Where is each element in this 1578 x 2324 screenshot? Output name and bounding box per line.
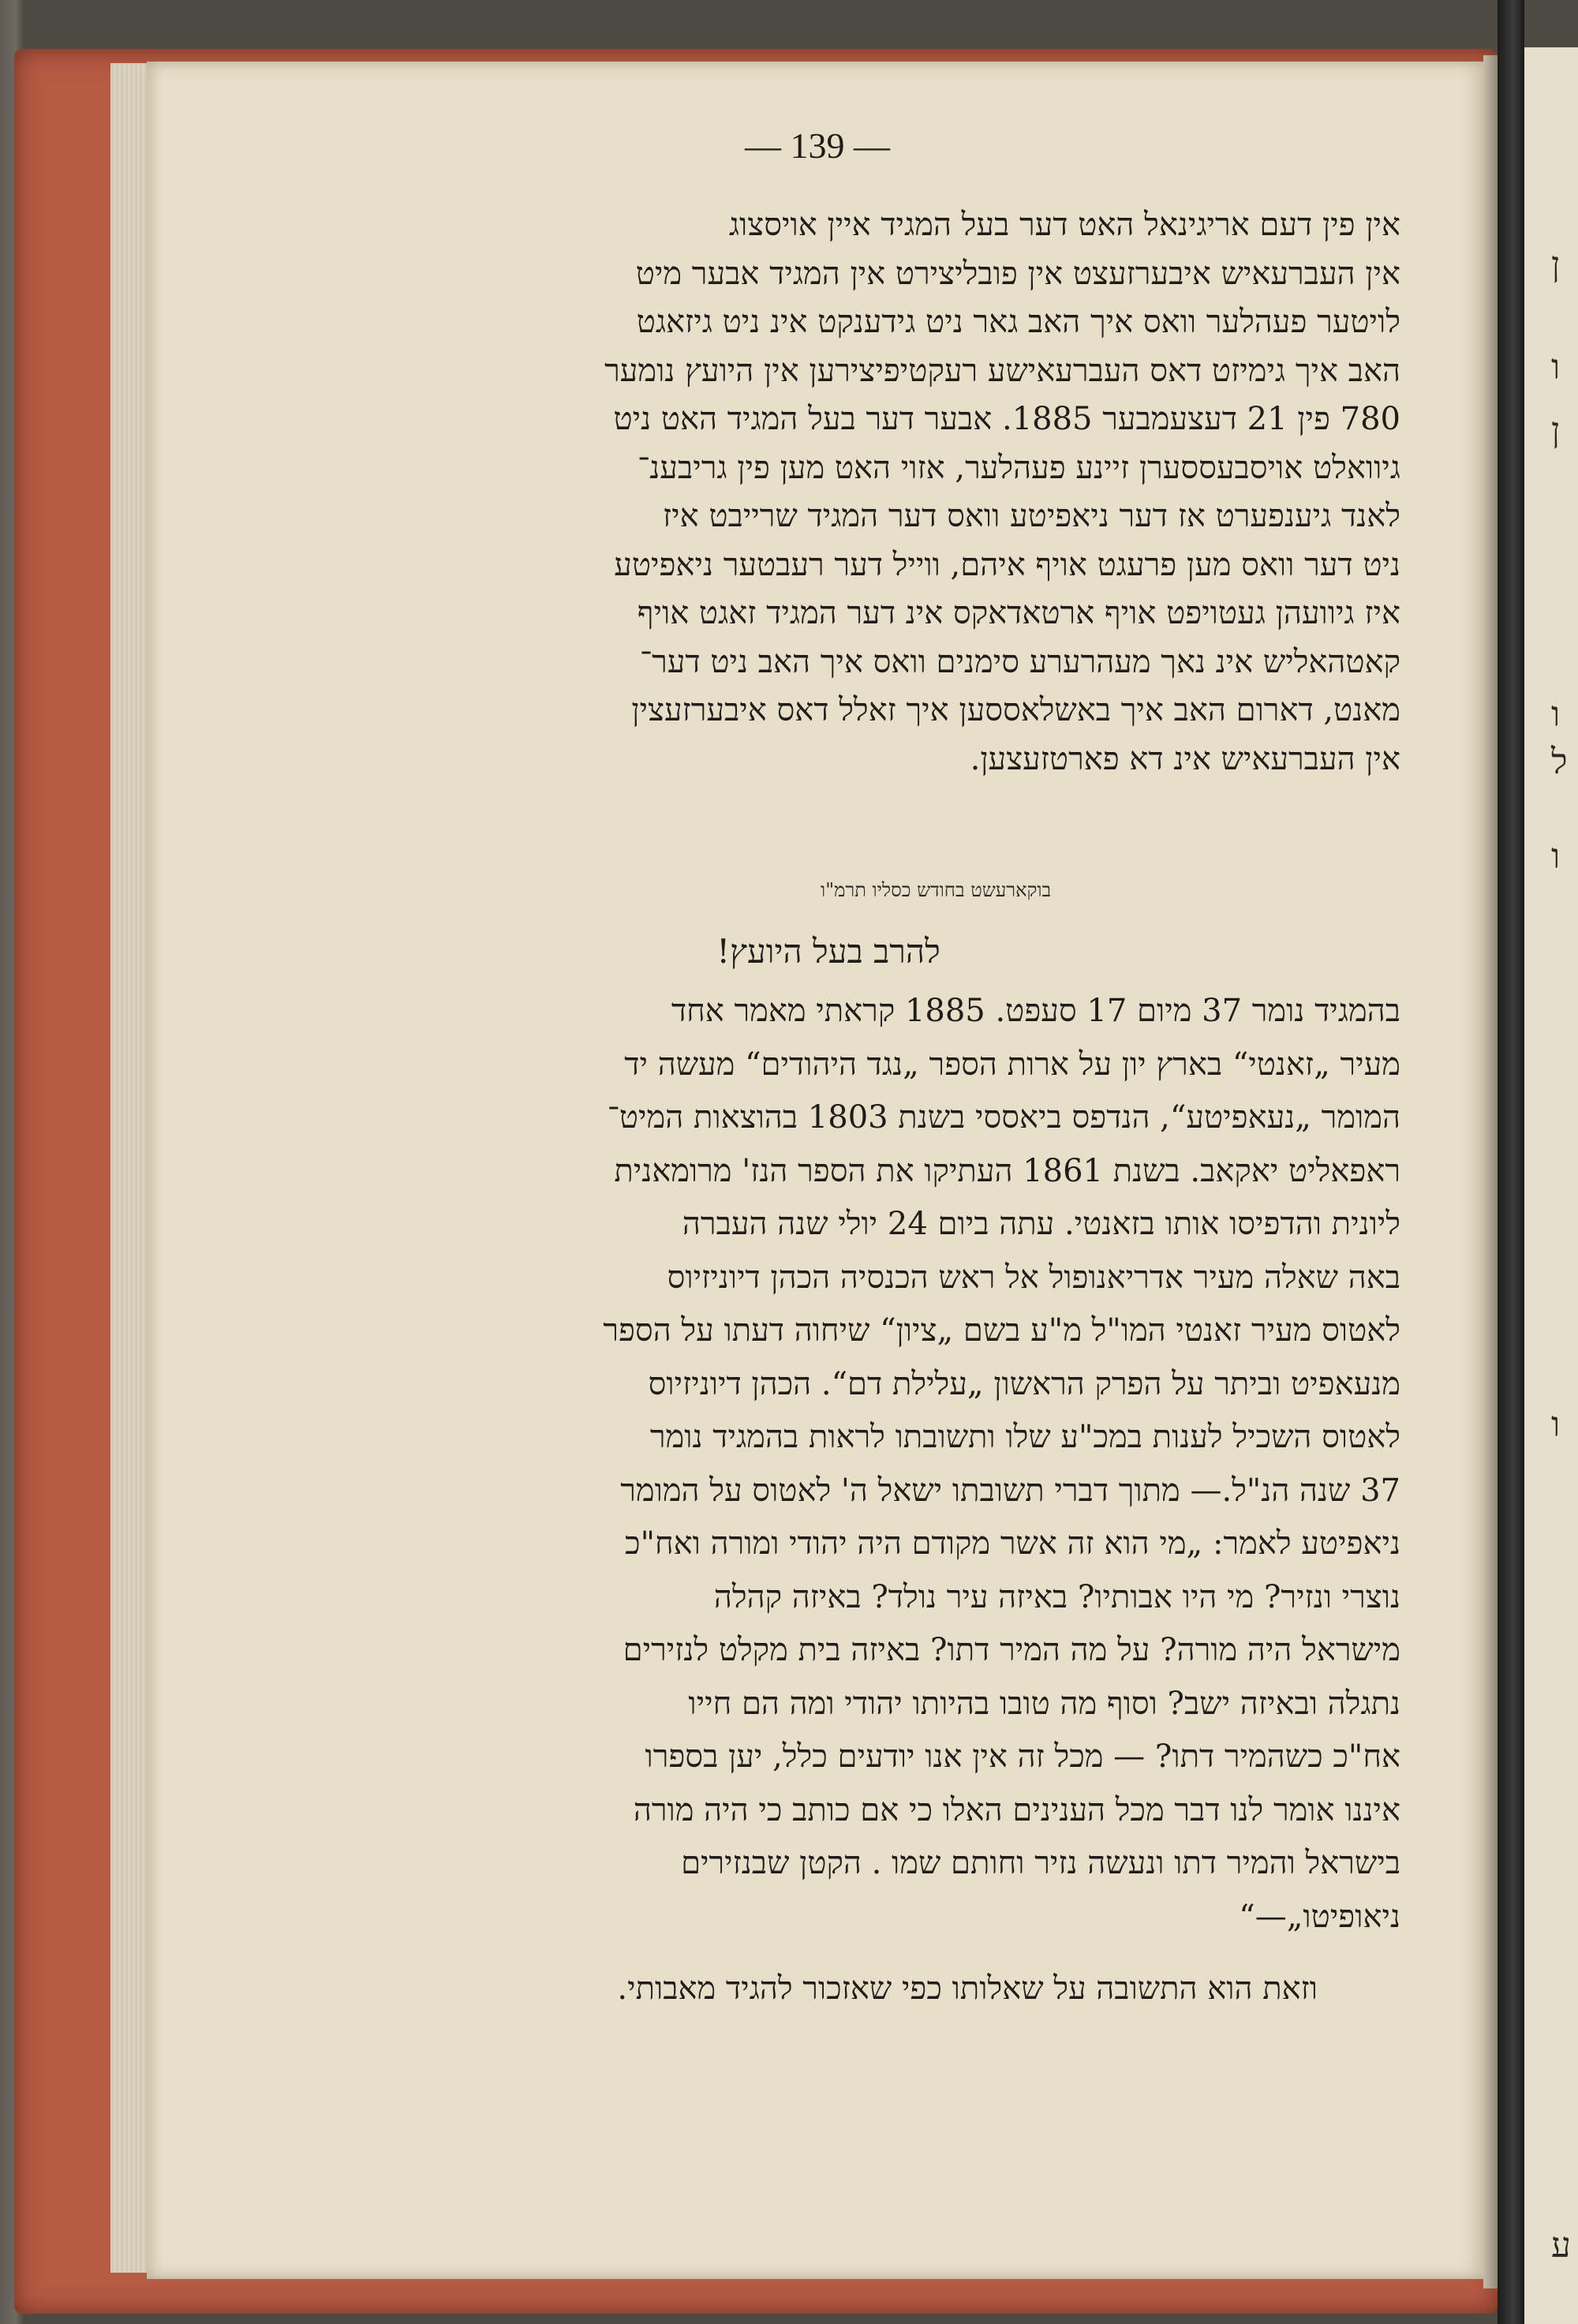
text-line: לאטוס השכיל לענות במכ"ע שלו ותשובתו לראות בהמגיד נומר (649, 1419, 1400, 1455)
facing-page-strip (1524, 47, 1578, 2324)
text-line: בישראל והמיר דתו ונעשה נזיר וחותם שמו . הקטן שבנזירים (681, 1845, 1400, 1881)
text-line: ליונית והדפיסו אותו בזאנטי. עתה ביום 24 יולי שנה העברה (682, 1206, 1400, 1242)
text-line: ניט דער וואס מען פרעגט אויף איהם, ווייל דער רעבטער ניאפיטע (614, 546, 1400, 583)
text-line: בהמגיד נומר 37 מיום 17 סעפט. 1885 קראתי מאמר אחד (671, 993, 1400, 1029)
facing-page-glyph: ן (1551, 245, 1561, 285)
facing-page-glyph: ע (1551, 2225, 1571, 2266)
text-line: 780 פין 21 דעצעמבער 1885. אבער דער בעל המגיד האט ניט (613, 401, 1400, 437)
facing-page-glyph: ו (1551, 836, 1561, 877)
text-line: האב איך גימיזט דאס העברעאישע רעקטיפיצירען אין היועץ נומער (604, 352, 1400, 389)
text-line: ניאפיטע לאמר: „מי הוא זה אשר מקודם היה יהודי ומורה ואח"כ (625, 1525, 1400, 1562)
text-line: נתגלה ובאיזה ישב? וסוף מה טובו בהיותו יהודי ומה הם חייו (688, 1685, 1400, 1722)
text-line: מנעאפיט וביתר על הפרק הראשון „עלילת דם“. הכהן דיוניזיוס (648, 1365, 1400, 1402)
text-line: 37 שנה הנ"ל.— מתוך דברי תשובתו ישאל ה' לאטוס על המומר (620, 1472, 1400, 1509)
text-line: אין העברעאיש איבערזעצט אין פובליצירט אין המגיד אבער מיט (635, 255, 1400, 292)
text-line: לויטער פעהלער וואס איך האב גאר ניט גידענקט אינ ניט גיזאגט (636, 304, 1400, 340)
closing-line: וזאת הוא התשובה על שאלותו כפי שאזכור להגיד מאבותי. (617, 1970, 1318, 2007)
facing-page-glyph: ו (1551, 1405, 1561, 1445)
text-line: גיוואלט אויסבעססערן זיינע פעהלער, אזוי האט מען פין גריבענ־ (637, 449, 1400, 486)
text-line: מישראל היה מורה? על מה המיר דתו? באיזה בית מקלט לנזירים (623, 1632, 1400, 1668)
book-gutter (1498, 0, 1524, 2324)
text-line: ניאופיטו„—“ (1239, 1898, 1400, 1935)
text-line: המומר „נעאפיטע“, הנדפס ביאססי בשנת 1803 בהוצאות המיט־ (607, 1099, 1400, 1136)
text-line: לאטוס מעיר זאנטי המו"ל מ"ע בשם „ציון“ שיחוה דעתו על הספר (603, 1312, 1400, 1349)
facing-page-glyph: ו (1551, 694, 1561, 735)
facing-page-glyph: ן (1551, 410, 1561, 451)
yiddish-paragraph (323, 201, 1400, 784)
facing-page-glyph: ו (1551, 347, 1561, 387)
text-line: אין פין דעם אריגינאל האט דער בעל המגיד איין אויסצוג (728, 207, 1400, 243)
facing-page-glyph: ל (1551, 742, 1568, 782)
text-line: נוצרי ונזיר? מי היו אבותיו? באיזה עיר נולד? באיזה קהלה (713, 1578, 1400, 1615)
text-line: אין העברעאיש אינ דא פארטזעצען. (970, 740, 1400, 777)
page-stack-edge (110, 63, 147, 2273)
page-number: — 139 — (745, 125, 890, 166)
text-line: איננו אומר לנו דבר מכל הענינים האלו כי אם כותב כי היה מורה (633, 1791, 1400, 1828)
text-line: לאנד גיענפערט אז דער ניאפיטע וואס דער המגיד שרייבט איז (663, 498, 1400, 534)
text-line: מעיר „זאנטי“ בארץ יון על ארות הספר „נגד היהודים“ מעשה יד (624, 1046, 1400, 1083)
page-shadow-edge (1483, 55, 1499, 2288)
text-line: אח"כ כשהמיר דתו? — מכל זה אין אנו יודעים כלל, יען בספרו (645, 1738, 1400, 1775)
text-line: באה שאלה מעיר אדריאנופול אל ראש הכנסיה הכהן דיוניזיוס (667, 1259, 1400, 1296)
letter-salutation: להרב בעל היועץ! (716, 932, 940, 971)
hebrew-paragraph (323, 985, 1400, 1944)
text-line: קאטהאליש אינ נאך מעהרערע סימנים וואס איך האב ניט דער־ (639, 643, 1400, 680)
text-line: איז גיוועהן געטויפט אויף ארטאדאקס אינ דער המגיד זאגט אויף (637, 595, 1400, 631)
signature-line: בוקארעשט בחודש כסליו תרמ"ו (821, 879, 1052, 901)
text-line: ראפאליט יאקאב. בשנת 1861 העתיקו את הספר הנז' מרומאנית (614, 1152, 1400, 1189)
text-line: מאנט, דארום האב איך באשלאססען איך זאלל דאס איבערזעצין (631, 692, 1400, 728)
